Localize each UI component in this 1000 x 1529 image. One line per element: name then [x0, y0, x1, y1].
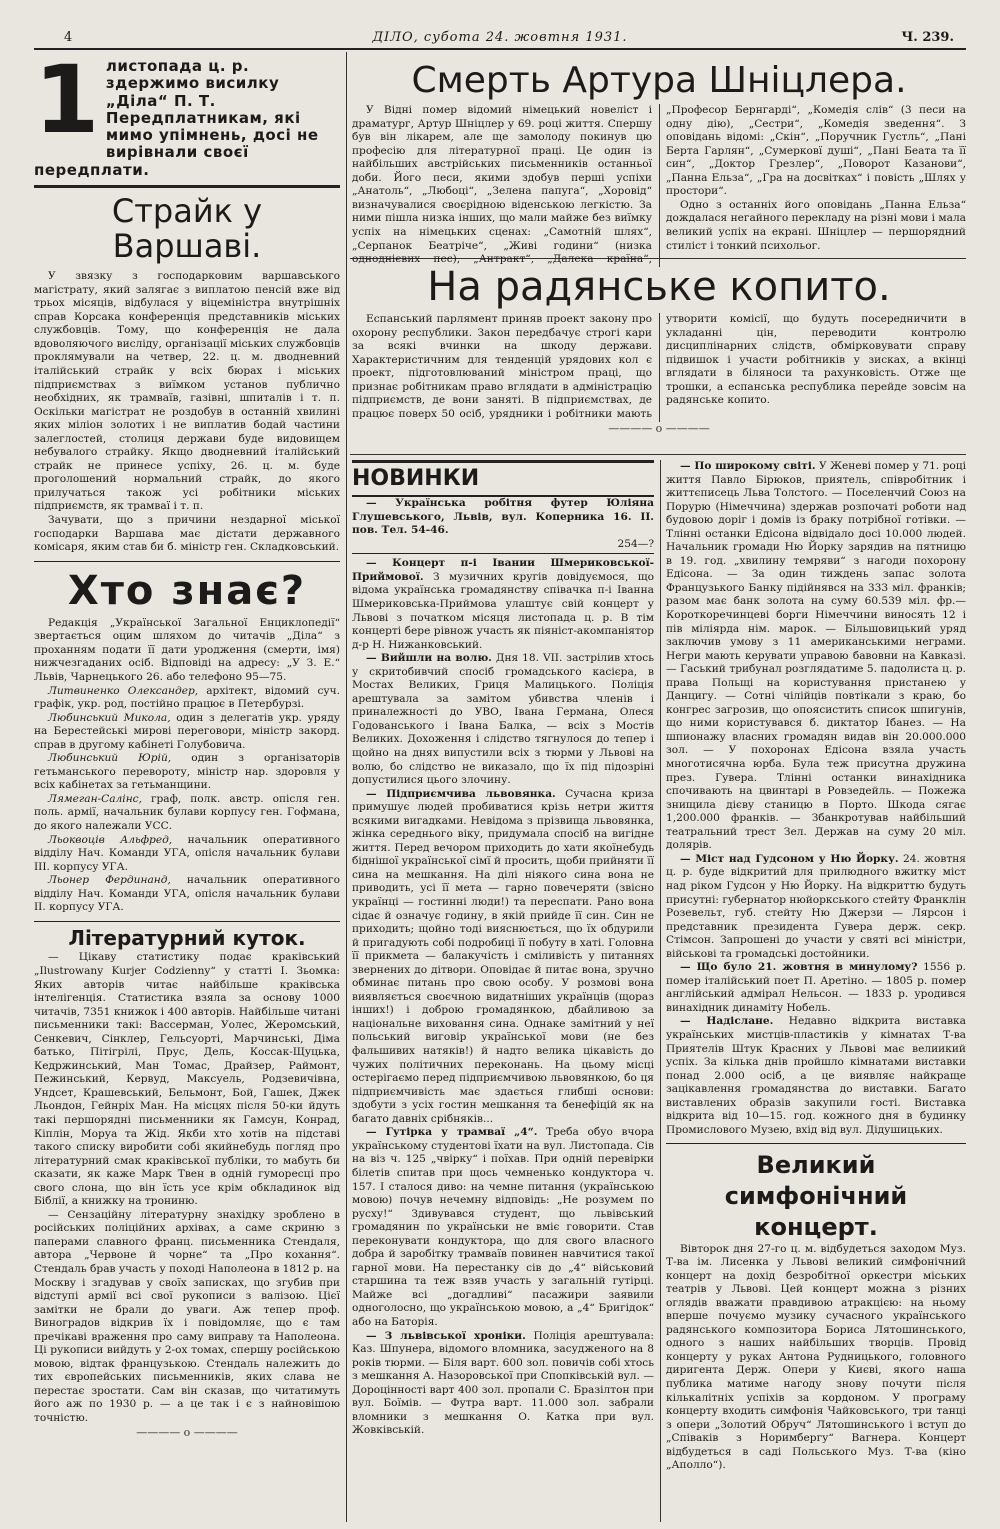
news-item-text: Сучасна криза примушує людей пробиватися крізь нетри життя всякими вигадками. Невідома з прізвища львовянка, жінка середнього віку, придумала спосіб на вигідне життя. Перед вечором приходить до хати якоїнебудь біднішої української сімї й просить, щоби прийняти її сина на мешкання. На ділі ніякого сина вона не приводить, усі її мета — гарно повечеряти (звісно українці — гостинні люди!) та переспати. Рано вона сідає й означує годину, в якій прийде її син. Син не приходить; щойно тоді вияснюється, що їх обдурили й пригадують собі подробиці її побуту в хаті. Головна її прикмета — балакучість і сміливість у питаннях звернених до дітвори. Оповідає й питає вона, зручно обминає питань про свою особу. У розмові вона виявляється своєчною видатніших українців (щораз інших!) і доброю громадянкою, дбайливою за національне виховання сина. Однаке замітний у неї польський виговір української мови (не без фальшивих натяків!) й надто велика цікавість до чужих політичних переконань. На цьому місці остерігаємо перед підприємчивою львовянкою, бо ця підприємчивість має здається глибші основи: здобути з усіх гостин мешкання та бенефіцій як на багато давніх срібняків...	[352, 787, 654, 1125]
who-entry-text: один з організаторів гетьманського перевороту, міністр нар. здоровля у всіх кабінетах за гетьманщини.	[34, 752, 340, 792]
world-item-text: У Женеві помер у 71. році життя Павло Бірюков, приятель, співробітник і життєписець Льва Толстого. — Поселенчий Союз на Порурю (Німеччина) здержав розпочаті роботи над будовою доріг і домів із браку потрібної готівки. — Тлінні останки Едісона відвідало досі 10.000 людей. Начальник громади Ню Йорку зарядив на пятницю в 19. год. „хвилину темряви“ з нагоди похорону Едісона. — За один тиждень запас золота Французького Банку підійнявся на 333 міл. франків; разом має банк золота на суму 60.539 міл. фр.— Короткоречинцеві борги Німеччини виносять 12 і пів міліярда нім. марок. — Більшовицький уряд заключив умову з 11 американськими неграми. Негри мають керувати управою бавовни на Кавказі. — Гаський трибунал розглядатиме 5. падолиста ц. р. права Польщі на користування пристанею у Данцигу. — Сотні чілійців повтікали з краю, бо конгрес загрозив, що опоясистить список шпигунів, що ними користувався б. диктатор Ібанез. — На шпионажу власних громадян видав він 20.000.000 зол. — У похоронах Едісона взяла участь многотисячна юрба. Була теж присутна дружина през. Гувера. Тлінні останки винахідника спочивають на цвинтарі в Ровзедейль. — Пожежа знищила дієву станицю в Порто. Шкода сягає 1,200.000 франків. — Збанкротував найбільший театральний трест Зел. Держав на суму 20 міл. долярів.	[666, 460, 966, 852]
schnitzler-paragraph-1: У Відні помер відомий німецький новеліст і драматург, Артур Шніцлер у 69. році життя. Спершу був він лікарем, але ще замолоду покинув цю професію для літературної праці. Це один із найбільших австрійських письменників останньої доби. Його песи, якими здобув перші успіхи „Анатоль“, „Любоці“, „Зелена папуга“, „Хоровід“ визначувалися своєрідною віденською легкістю. За ними пішла низка інших, що мали майже без виїмку успіх на німецьких сценах: „Самотній шлях“, „Серпанок Беатріче“, „Живі години“ (низка одноднієвих пес), „Антракт“, „Далека країна“, „Професор Бернгарді“, „Комедія слів“ (3 песи на одну дію), „Сестри“, „Комедія зведення“. З оповідань відомі: „Скін“, „Поручник Густль“, „Пані Берта Гарлян“, „Сумерковї душі“, „Пані Беата та її син“, „Доктор Грезлер“, „Поворот Казанови“, „Панна Ельза“, „Гра на досвітках“ і повість „Шлях у простори“.	[352, 104, 966, 266]
who-entry-3	[34, 752, 340, 793]
who-entry-name: Литвиненко Олександер,	[48, 684, 199, 697]
world-item-lead: — Міст над Гудсоном у Ню Йорку.	[680, 852, 899, 865]
literary-paragraph-2: — Сензаційну літературну знахідку зроблено в російських поліційних архівах, а саме скриню з паперами славного франц. письменника Стендаля, автора „Червоне й чорне“ та „Про кохання“. Стендаль брав участь у поході Наполеона в 1812 р. на Москву і згадував у своїх записках, що згубив при відступі армії всі свої рукописи з валізою. Цієї замітки не брали до уваги. Аж тепер проф. Виноградов відкрив їх і повідомляє, що є там пречікаві враження про саму виправу та Наполеона. Ці рукописи вийдуть у 2-ох томах, спершу російською мовою, відтак французькою. Стендаль належить до тих європейських письменників, яких слава не перестає зростати. Сам він сказав, що читатимуть його аж по 1930 р. — а це так і є з найновішою точністю.	[34, 1208, 340, 1425]
soviet-body	[352, 313, 966, 421]
schnitzler-article	[352, 58, 966, 266]
world-item-3	[666, 961, 966, 1015]
who-entry-text: начальник оперативного відділу Нач. Команди УГА, опісля начальник булави II. корпусу УГА.	[34, 874, 340, 914]
news-item-2	[352, 652, 654, 787]
world-item-text: 24. жовтня ц. р. буде відкритий для прилюдного вжитку міст над ріком Гудсон у Ню Йорку. На відкриттю будуть присутні: губернатор нюйоркського стейту Франклін Розевельт, губ. стейту Ню Джерзи — Лярсон і представник президента Гувера держ. секр. Стімсон. Запрошені до участи у святі всі міністри, військові та громадські достойники.	[666, 852, 966, 960]
world-item-lead: — Що було 21. жовтня в минулому?	[680, 961, 918, 974]
section-rule	[34, 561, 340, 562]
who-entry-text: архітект, відомий суч. графік, укр. род, постійно працює в Петербурзі.	[34, 684, 340, 711]
symphony-title: Великий симфонічний концерт.	[724, 1151, 908, 1241]
news-item-3	[352, 788, 654, 1127]
news-advert-code: 254—?	[617, 537, 654, 550]
literary-paragraph-1: — Цікаву статистику подає краківський „Ilustrowany Kurjer Codzienny“ у статті І. Зьомка: Яких авторів читає найбільше краківська інтелігенція. Статистика взяла за основу 1000 читачів, 7351 книжок і 400 авторів. Найбільше читані письменники такі: Вассерман, Уолес, Жеромський, Сенкевич, Сінклер, Гельсуорті, Марчинські, Діма батько, Пітігрілі, Прус, Дель, Коссак-Щуцька, Кедржинський, Ман Томас, Драйзер, Раймонт, Пежинський, Кервуд, Максуель, Родзевичівна, Ундсет, Крашевський, Бельмонт, Бой, Гашек, Джек Льондон, Гейнріх Ман. На місцях після 50-ки йдуть такі першорядні письменники як Гамсун, Конрад, Кіплін, Моруа та Жід. Якби хто хотів на підставі такого списку виробити собі якийнебудь погляд про літературний смак краківської публіки, то мабуть би сказати, як каже Марк Твен в одній гуморесці про свого слона, що він їсть усе крім обкладинок від Біблії, а книжку на трониню.	[34, 951, 340, 1208]
who-entry-name: Любинський Микола,	[48, 711, 171, 724]
left-column	[34, 46, 341, 1523]
world-item-text: Недавно відкрита виставка українських мистців-пластиків у кімнатах Т-ва Приятелів Штук Красних у Львові має велиикий успіх. За кілька днів пройшло кімнатами виставки понад 2.000 осіб, а це виявляє найкраще зацікавлення громадянства до виставки. Багато виставлених образів закупили гості. Виставка відкрита від 10—15. год. кожного дня в будинку Промислового Музею, вхід від вул. Дідушицьких.	[666, 1015, 966, 1136]
section-rule	[352, 553, 654, 554]
schnitzler-title: Смерть Артура Шніцлера.	[411, 60, 907, 101]
issue-number: Ч. 239.	[901, 30, 954, 45]
section-rule	[34, 921, 340, 922]
who-entry-4	[34, 793, 340, 834]
news-item-text: Дня 18. VII. застрілив хтось у скритобивчий спосіб громадського касієра, в Мостах Великих, Гриця Малицького. Поліція арештувала за замітом убивства членів і приналежності до УВО, Івана Германа, Олеся Годованського і Івана Балка, — всіх з Мостів Великих. Дохоження і слідство тягнулося до тепер і щойно на днях випустили всіх з тюрми у Львові на волю, бо слідство не виказало, що їх під підозріні допустилися цього злочину.	[352, 652, 654, 787]
world-item-1	[666, 460, 966, 853]
who-entry-text: начальник оперативного відділу Нач. Команди УГА, опісля начальник булави III. корпусу УГА.	[34, 833, 340, 873]
who-entry-5	[34, 834, 340, 875]
world-item-lead: — Надіслане.	[680, 1015, 774, 1028]
news-item-5	[352, 1330, 654, 1438]
who-entry-text: граф, полк. австр. опісля ген. поль. армії, начальник булави корпусу ген. Гофмана, до якого належали УСС.	[34, 792, 340, 832]
who-knows-title: Хто знає?	[67, 567, 307, 614]
who-entry-1	[34, 685, 340, 712]
news-title: НОВИНКИ	[352, 460, 654, 497]
news-item-1	[352, 557, 654, 652]
section-rule	[666, 1143, 966, 1144]
notice-text: листопада ц. р. здержимо висилку „Діла“ П. Т. Передплатникам, які мимо упімнень, досі не вирівнали своєї передплати.	[34, 57, 319, 179]
who-entry-name: Льонер Фердинанд,	[48, 874, 171, 887]
symphony-paragraph-1: Вівторок дня 27-го ц. м. відбудеться заходом Муз. Т-ва ім. Лисенка у Львові великий симфонічний концерт на дохід безробітної оркестри міських театрів у Львові. Цей концерт можна з різних оглядів вважати правдивою атракцією: на ньому вперше почуємо музику сучасного українського радянського композитора Бориса Лятошинського, одного з наших найбільших творців. Провід концерту у руках Антона Рудницького, головного диригента Держ. Опери у Києві, якого наша публика матиме нагоду знову почути після кількалітніх успіхів за кордоном. У програму концерту входить симфонія Чайковського, три танці з опери „Золотий Обруч“ Лятошинського і вступ до „Співаків з Норимбергу“ Вагнера. Концерт відбудеться в саді Польського Муз. Т-ва (кіно „Аполло“).	[666, 1242, 966, 1472]
who-entry-name: Любинський Юрій,	[48, 752, 172, 765]
ornament-divider: ———— o ————	[608, 421, 710, 435]
column-rule-left	[346, 52, 347, 1522]
who-knows-intro: Редакція „Української Загальної Енциклопедії“ звертається оцим шляхом до читачів „Діла“ з проханням подати її дати уродження (смерти, імя) нижчезгаданих осіб. Відповіді на адресу: „У З. Е.“ Львів, Чарнецького 26. або телефоно 95—75.	[34, 616, 340, 683]
schnitzler-body	[352, 104, 966, 267]
column-rule-news	[660, 460, 661, 1522]
page-number: 4	[64, 30, 73, 45]
strike-title: Страйк у Варшаві.	[34, 185, 340, 264]
world-item-text: 1556 р. помер італійський поет П. Аретіно. — 1805 р. помер англійський адмірал Нельсон. — 1833 р. уродився винахідник динаміту Нобель.	[666, 961, 966, 1014]
soviet-title: На радянське копито.	[427, 264, 891, 310]
news-column	[352, 460, 654, 1523]
news-item-lead: — Концерт п-і Івании Шмериковської-Приймової.	[352, 557, 654, 583]
news-item-text: Поліція арештувала: Каз. Шпунера, відомого вломника, засудженого на 8 років тюрми. — Біля варт. 600 зол. повичів собі хтось з мешкання А. Назоровської при Спопківській вул. — Дороцінності варт 400 зол. пропали С. Бразілтон при вул. Боїмів. — Футра варт. 11.000 зол. забрали вломники з мешкання О. Катка при вул. Жовківській.	[352, 1329, 654, 1437]
who-entry-6	[34, 874, 340, 915]
news-item-text: З музичних кругів довідуємося, що відома українська громадянству співачка п-і Іванна Шмериковська-Приймова улаштує свій концерт у Львові з початком місяця листопада ц. р. В тім концерті бере рівнож участь як піяніст-акомпаніятор д-р Н. Нижанковський.	[352, 570, 655, 651]
news-item-4	[352, 1126, 654, 1329]
soviet-paragraph-1: Еспанський парлямент приняв проект закону про охорону республики. Закон передбачує строгі кари за всякі вчинки на шкоду держави. Характеристичним для тенденцій урядових кол є проект, підготовлюваний міністром праці, що признає робітникам право вглядати в адміністрацію підприємств, де вони заняті. В підприємствах, де працює поверх 50 осіб, урядники і робітники мають утворити комісії, що будуть посередничити в укладанні цін, переводити контролю дисциплінарних слідств, обмірковувати справу підвишок і участи робітників у зисках, а вкінці вглядати в біляноси та рахунковість. Отже ще трошки, а еспанська республика перейде зовсім на радянське копито.	[352, 313, 966, 421]
strike-paragraph-1: У звязку з господарковим варшавського магістрату, який залягає з виплатою пенсій вже від трьох місяців, відбулася у віцеміністра внутрішніх справ Корсака конференція представників міських службовців. Тому, що конференція не дала вдоволяючого висліду, організації міських службовців проклямували на четвер, 22. ц. м. дводневний італійський страйк у всіх бюрах і міських підприємствах з виїмком установ публично необхідних, як трамваїв, газівні, шпиталів і т. п. Оскільки магістрат не роздобув в останній хвилині яких міліон золотих і не виплатив бодай частини залеглостей, столиця держави буде видовищем небувалого страйку. Якщо дводневний італійський страйк не принесе успіху, 26. ц. м. буде проголошений нормальний страйк, до якого прилучаться також усі робітники міських підприємств, як трамваї і т. п.	[34, 270, 340, 513]
right-column	[666, 460, 966, 1523]
notice-big-numeral: 1	[34, 46, 100, 155]
literary-corner-title: Літературний куток.	[68, 925, 306, 950]
subscription-notice	[34, 46, 340, 179]
news-advert: — Українська робітня футер Юліяна Глушевського, Львів, вул. Коперника 16. II. пов. Тел. 54-46.	[352, 497, 654, 537]
news-item-lead: — З львівської хроніки.	[366, 1329, 526, 1342]
strike-paragraph-2: Зачувати, що з причини нездарної міської господарки Варшава має дістати державного комісаря, яким став би б. міністр ген. Складковський.	[34, 513, 340, 554]
news-item-lead: — Вийшли на волю.	[366, 652, 492, 665]
who-entry-text: один з делегатів укр. уряду на Берестейські мирові переговори, міністр закорд. справ в другому кабінеті Голубовича.	[34, 711, 341, 751]
who-entry-name: Лямеган-Салінс,	[48, 792, 142, 805]
world-item-lead: — По широкому світі.	[680, 460, 816, 472]
who-entry-name: Льоквоців Альфред,	[48, 833, 173, 846]
world-item-4	[666, 1015, 966, 1137]
schnitzler-paragraph-2: Одно з останніх його оповідань „Панна Ельза“ дождалася негайного перекладу на різні мови і мала великий успіх на екрані. Шніцлер — першорядний стиліст і тонкий психольог.	[666, 198, 966, 252]
page-header	[34, 30, 966, 50]
ornament-divider: ———— o ————	[136, 1425, 238, 1439]
soviet-article	[352, 262, 966, 452]
news-item-lead: — Гутірка у трамваї „4“.	[366, 1126, 538, 1139]
news-divider	[350, 454, 966, 455]
news-item-text: Треба обуо вчора українському студентові їхати на вул. Листопада. Сів на віз ч. 125 „чвірку“ і поїхав. При одній перевірки білетів спитав при щось чемненько кондуктора ч. 157. І сталося диво: на чемне питання (українською мовою) почув нечемну відповідь: „Не розумем по русху!“ Здивувався студент, що львівський громадянин по українськи не вміє говорити. Став переконувати кондуктора, що для свого власного добра й заробітку трамваїв повинен навчитися такої гарної мови. На перестанку сів до „4“ військовий старшина та теж взяв участь у загальній гутірці. Майже всі „догадливі“ пасажири заявили одноголосно, що українською мовою, а „4“ Бригідок“ або на Баторія.	[352, 1126, 654, 1328]
world-item-2	[666, 853, 966, 961]
who-entry-2	[34, 712, 340, 753]
news-item-lead: — Підприємчива львовянка.	[366, 787, 556, 800]
masthead-date: ДІЛО, субота 24. жовтня 1931.	[372, 30, 628, 45]
